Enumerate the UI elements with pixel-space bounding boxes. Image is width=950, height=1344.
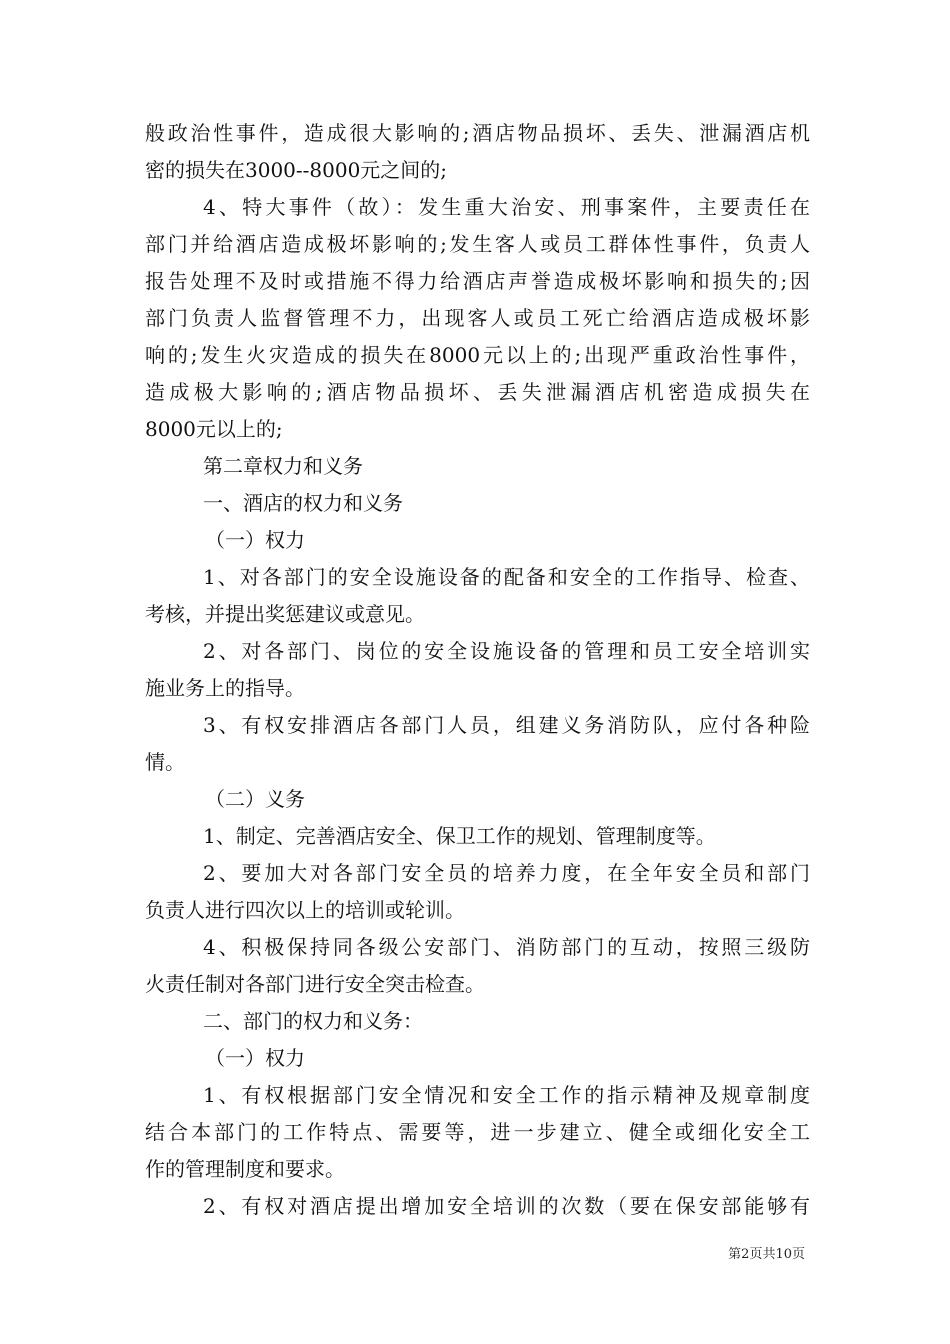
text-line-13: 1、对各部门的安全设施设备的配备和安全的工作指导、检查、 — [203, 565, 810, 589]
text-line-24: 火责任制对各部门进行安全突击检查。 — [145, 972, 485, 996]
section-heading-hotel: 一、酒店的权力和义务 — [203, 491, 403, 515]
subsection-heading-rights: （一）权力 — [205, 528, 305, 552]
text-line-27: 1、有权根据部门安全情况和安全工作的指示精神及规章制度 — [203, 1083, 810, 1107]
subsection-heading-rights-2: （一）权力 — [205, 1046, 305, 1070]
text-line-30: 2、有权对酒店提出增加安全培训的次数（要在保安部能够有 — [203, 1194, 810, 1218]
text-line-1: 般政治性事件，造成很大影响的;酒店物品损坏、丢失、泄漏酒店机 — [145, 121, 810, 145]
text-line-16: 施业务上的指导。 — [145, 676, 305, 700]
text-line-14: 考核，并提出奖惩建议或意见。 — [145, 602, 425, 626]
text-line-28: 结合本部门的工作特点、需要等，进一步建立、健全或细化安全工 — [145, 1120, 810, 1144]
text-line-15: 2、对各部门、岗位的安全设施设备的管理和员工安全培训实 — [203, 639, 810, 663]
document-body — [145, 115, 810, 1225]
text-line-8: 造成极大影响的;酒店物品损坏、丢失泄漏酒店机密造成损失在 — [145, 380, 810, 404]
text-line-20: 1、制定、完善酒店安全、保卫工作的规划、管理制度等。 — [203, 824, 716, 848]
text-line-22: 负责人进行四次以上的培训或轮训。 — [145, 898, 465, 922]
text-line-9: 8000元以上的; — [145, 417, 283, 441]
text-line-3: 4、特大事件（故）：发生重大治安、刑事案件，主要责任在 — [203, 195, 810, 219]
text-line-6: 部门负责人监督管理不力，出现客人或员工死亡给酒店造成极坏影 — [145, 306, 810, 330]
text-line-2: 密的损失在3000--8000元之间的; — [145, 158, 448, 182]
text-line-18: 情。 — [145, 750, 185, 774]
text-line-5: 报告处理不及时或措施不得力给酒店声誉造成极坏影响和损失的;因 — [145, 269, 810, 293]
text-line-21: 2、要加大对各部门安全员的培养力度，在全年安全员和部门 — [203, 861, 810, 885]
chapter-heading: 第二章权力和义务 — [203, 454, 363, 478]
page-number-footer: 第2页共10页 — [728, 1247, 805, 1262]
text-line-23: 4、积极保持同各级公安部门、消防部门的互动，按照三级防 — [203, 935, 810, 959]
text-line-17: 3、有权安排酒店各部门人员，组建义务消防队，应付各种险 — [203, 713, 810, 737]
text-line-4: 部门并给酒店造成极坏影响的;发生客人或员工群体性事件，负责人 — [145, 232, 810, 256]
text-line-7: 响的;发生火灾造成的损失在8000元以上的;出现严重政治性事件， — [145, 343, 810, 367]
text-line-29: 作的管理制度和要求。 — [145, 1157, 345, 1181]
section-heading-department: 二、部门的权力和义务： — [203, 1009, 423, 1033]
subsection-heading-duties: （二）义务 — [205, 787, 305, 811]
